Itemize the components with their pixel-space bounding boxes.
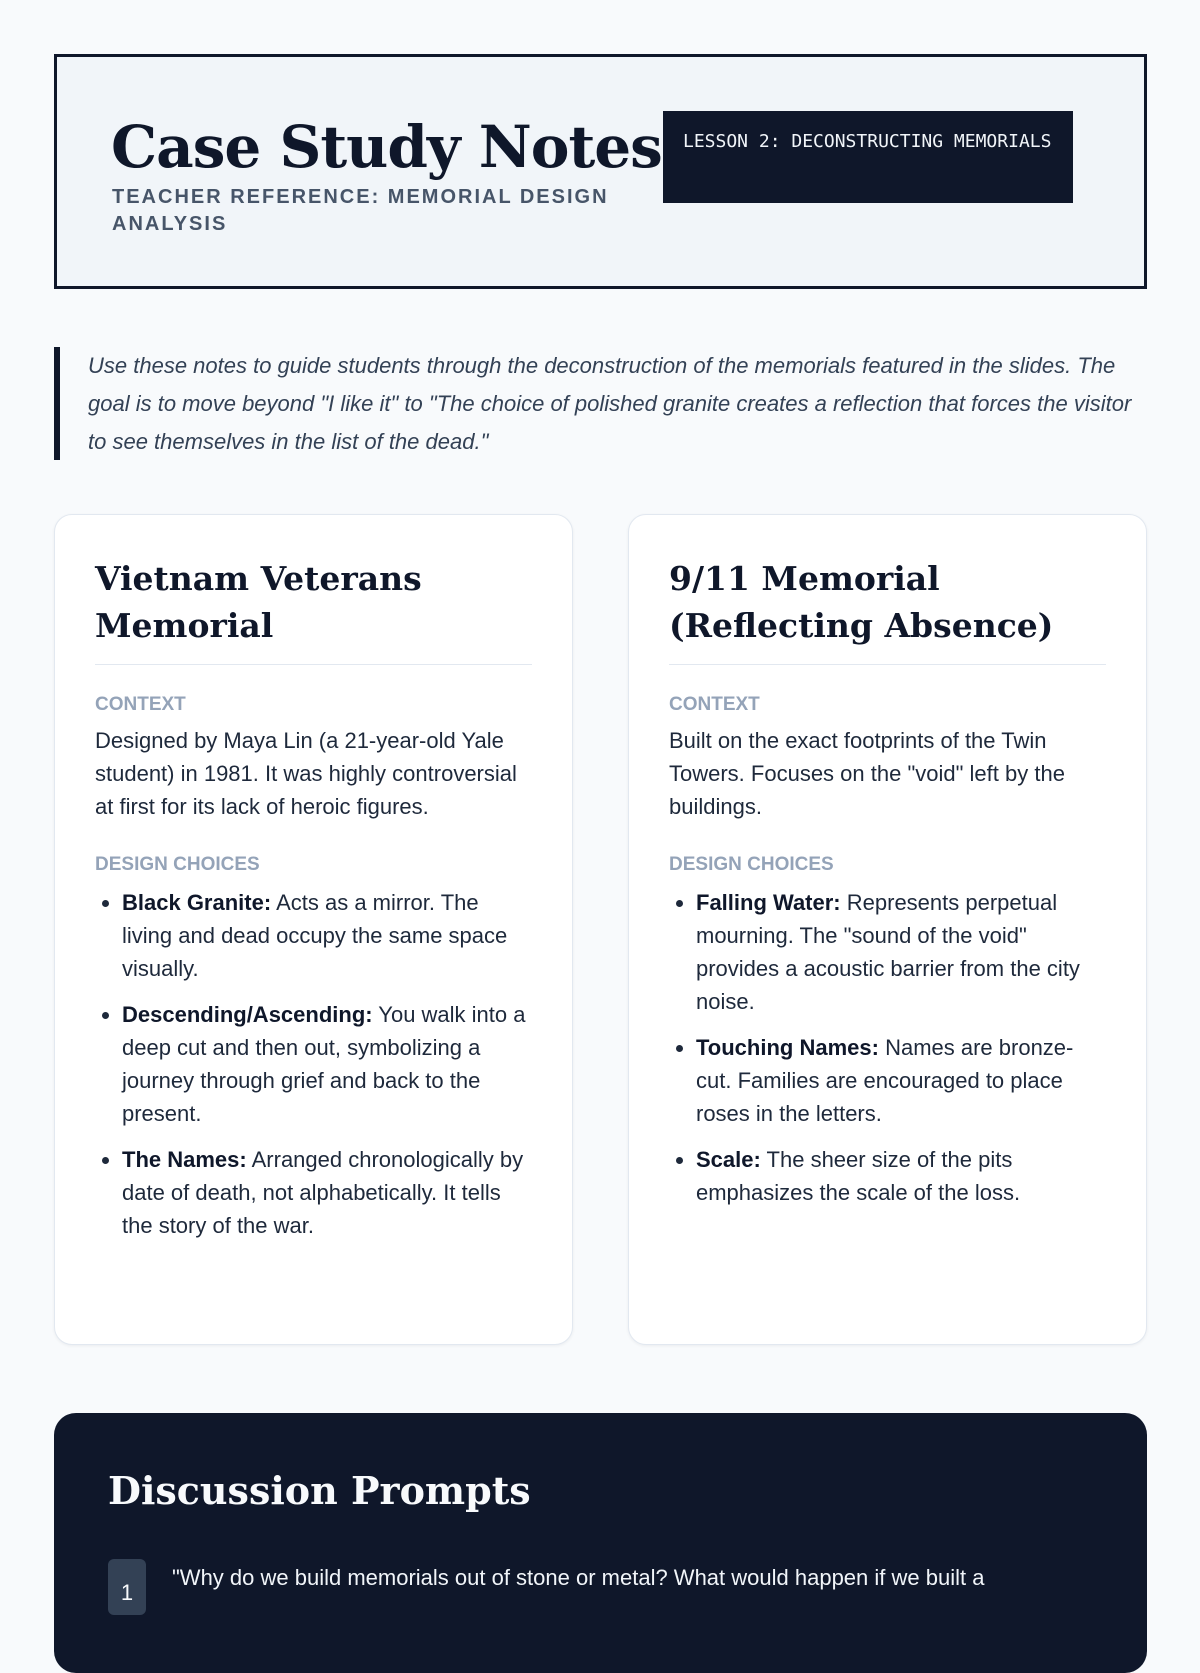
card-title: Vietnam Veterans Memorial: [95, 555, 532, 665]
choice-text: Arranged chronologically by date of death, not alphabetically. It tells the story of the war.: [122, 1147, 524, 1238]
prompt-number-badge: 1: [108, 1559, 146, 1615]
context-label: CONTEXT: [95, 694, 186, 715]
choice-text: Acts as a mirror. The living and dead occupy the same space visually.: [122, 890, 508, 981]
header-panel: [54, 54, 1147, 289]
prompt-text: "Why do we build memorials out of stone or metal? What would happen if we built a: [172, 1565, 985, 1590]
list-item: [696, 886, 1106, 1018]
card-title: 9/11 Memorial (Reflecting Absence): [669, 555, 1106, 665]
context-label: CONTEXT: [669, 694, 760, 715]
memorial-card-vietnam: [54, 514, 573, 1345]
design-choices-label: DESIGN CHOICES: [95, 854, 260, 875]
list-item: [696, 1031, 1106, 1130]
context-text: Built on the exact footprints of the Twin Towers. Focuses on the "void" left by the buildings.: [669, 728, 1065, 819]
choice-term: Black Granite:: [122, 890, 272, 915]
memorial-card-911: [628, 514, 1147, 1345]
design-choices-label: DESIGN CHOICES: [669, 854, 834, 875]
list-item: [122, 998, 532, 1130]
choice-term: Falling Water:: [696, 890, 841, 915]
design-choices-list: [669, 886, 1106, 1209]
lesson-badge: LESSON 2: DECONSTRUCTING MEMORIALS: [663, 111, 1073, 203]
discussion-panel: [54, 1413, 1147, 1673]
context-text: Designed by Maya Lin (a 21-year-old Yale student) in 1981. It was highly controversial at first for its lack of heroic figures.: [95, 728, 517, 819]
design-choices-list: [95, 886, 532, 1242]
page-title: Case Study Notes: [111, 113, 662, 181]
list-item: [122, 886, 532, 985]
page-subtitle: TEACHER REFERENCE: MEMORIAL DESIGN ANALYSIS: [112, 186, 609, 235]
choice-term: Scale:: [696, 1147, 761, 1172]
choice-text: Names are bronze-cut. Families are encouraged to place roses in the letters.: [696, 1035, 1074, 1126]
list-item: [696, 1143, 1106, 1209]
list-item: [122, 1143, 532, 1242]
choice-term: Touching Names:: [696, 1035, 879, 1060]
choice-text: You walk into a deep cut and then out, symbolizing a journey through grief and back to the present.: [122, 1002, 526, 1126]
choice-text: The sheer size of the pits emphasizes the scale of the loss.: [696, 1147, 1021, 1205]
choice-term: The Names:: [122, 1147, 247, 1172]
discussion-title: Discussion Prompts: [108, 1468, 531, 1513]
intro-callout: Use these notes to guide students through the deconstruction of the memorials featured in the slides. The goal is to move beyond "I like it" to "The choice of polished granite creates a reflection that forces the visitor to see themselves in the list of the dead.": [54, 347, 1147, 460]
choice-term: Descending/Ascending:: [122, 1002, 373, 1027]
choice-text: Represents perpetual mourning. The "sound of the void" provides a acoustic barrier from the city noise.: [696, 890, 1080, 1014]
